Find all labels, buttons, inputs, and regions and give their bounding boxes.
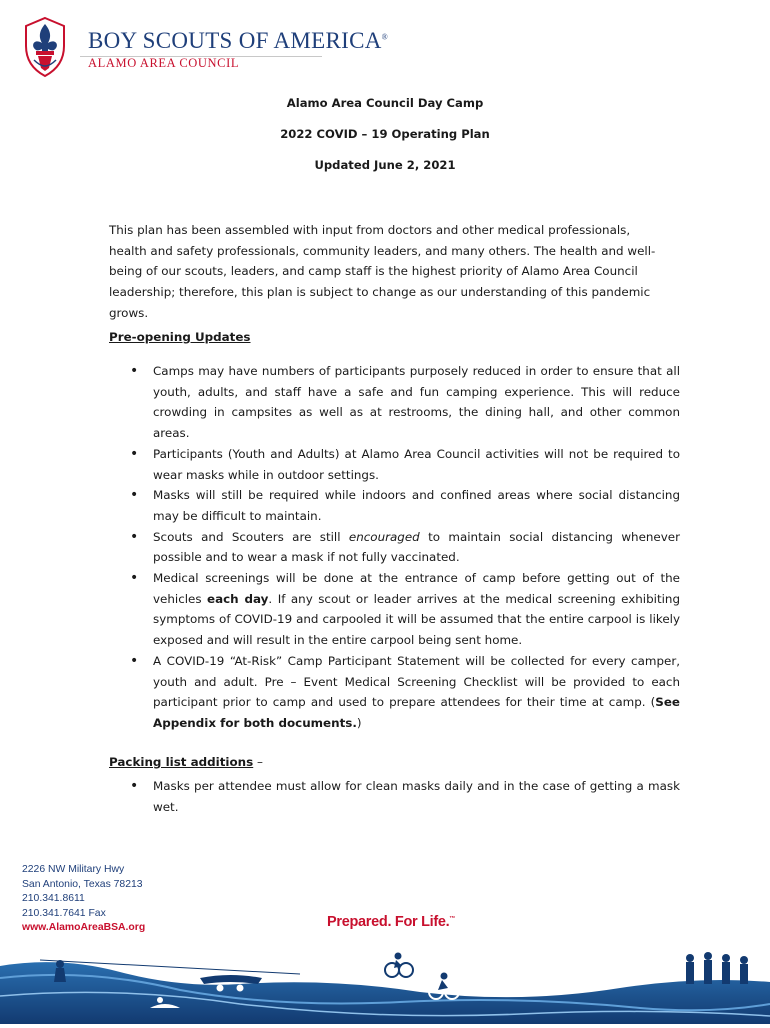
document-title: Alamo Area Council Day Camp — [286, 96, 484, 110]
intro-paragraph: This plan has been assembled with input from doctors and other medical professionals, health and safety professionals, community leaders, and many others. The health and well-being of our scouts, leaders, and camp staff is the highest priority of Alamo Area Council leadership; therefore, this plan is subject to change as our understanding of this pandemic grows. — [109, 223, 656, 320]
packing-heading-line: Packing list additions – — [109, 755, 263, 769]
footer-street: 2226 NW Military Hwy — [22, 864, 125, 875]
footer-city: San Antonio, Texas 78213 — [22, 878, 143, 890]
document-date: Updated June 2, 2021 — [314, 158, 456, 172]
footer-fax: 210.341.7641 Fax — [22, 907, 106, 919]
list-item: • Participants (Youth and Adults) at Alamo Area Council activities will not be required to wear masks while in outdoor settings. — [130, 444, 680, 485]
packing-heading: Packing list additions — [109, 755, 254, 769]
list-item: • Masks will still be required while indoors and confined areas where social distancing may be difficult to maintain. — [130, 485, 680, 526]
packing-list — [130, 776, 680, 817]
list-item: • Scouts and Scouters are still encouraged to maintain social distancing whenever possible and to wear a mask if not fully vaccinated. — [130, 527, 680, 568]
pre-opening-list — [130, 361, 680, 734]
bsa-logo-icon — [22, 16, 68, 78]
list-item: • Camps may have numbers of participants purposely reduced in order to ensure that all youth, adults, and staff have a safe and fun camping experience. This will reduce crowding in campsites as well as at restrooms, the dining hall, and other common areas. — [130, 361, 680, 444]
footer-address-block — [22, 863, 145, 936]
tagline: Prepared. For Life.™ — [327, 914, 456, 930]
document-subtitle: 2022 COVID – 19 Operating Plan — [280, 127, 490, 141]
council-name: ALAMO AREA COUNCIL — [88, 56, 240, 70]
organization-name: BOY SCOUTS OF AMERICA® — [88, 28, 389, 53]
outdoor-activities-illustration-icon — [0, 938, 770, 1024]
list-item: • Medical screenings will be done at the entrance of camp before getting out of the vehicles each day. If any scout or leader arrives at the medical screening exhibiting symptoms of COVID-19 and carpooled it will be assumed that the entire carpool is likely exposed and will result in the entire carpool being sent home. — [130, 568, 680, 651]
list-item: • A COVID-19 “At-Risk” Camp Participant Statement will be collected for every camper, youth and adult. Pre – Event Medical Screening Checklist will be provided to each participant prior to camp and used to prepare attendees for their time at camp. (See Appendix for both documents.) — [130, 651, 680, 734]
footer-phone: 210.341.8611 — [22, 893, 85, 904]
footer-website-link[interactable]: www.AlamoAreaBSA.org — [22, 922, 146, 933]
list-item: • Masks per attendee must allow for clean masks daily and in the case of getting a mask wet. — [130, 776, 680, 817]
pre-opening-heading: Pre-opening Updates — [109, 330, 251, 344]
